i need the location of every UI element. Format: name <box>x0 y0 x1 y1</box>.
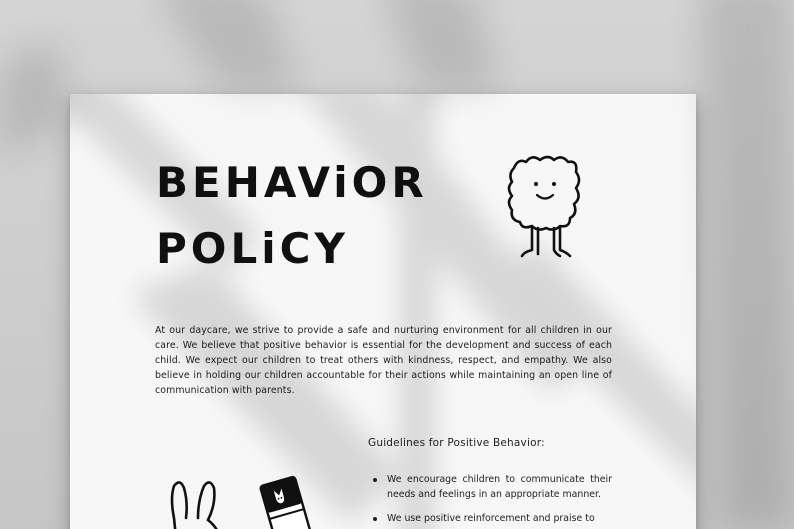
bunny-icon <box>162 478 232 529</box>
page-title <box>156 150 428 282</box>
guidelines-heading: Guidelines for Positive Behavior: <box>368 437 545 449</box>
list-item: We encourage children to communicate their needs and feelings in an appropriate manner. <box>370 472 612 502</box>
intro-paragraph: At our daycare, we strive to provide a safe and nurturing environment for all children in our care. We believe that positive behavior is essential for the development and success of each child. We expect our children to treat others with kindness, respect, and empathy. We also believe in holding our children accountable for their actions while maintaining an open line of communication with parents. <box>155 325 612 396</box>
title-line-2: POLiCY <box>156 224 349 273</box>
eraser-box-icon <box>255 466 315 529</box>
cloud-character-icon <box>504 152 584 264</box>
list-item: We use positive reinforcement and praise to <box>370 511 612 526</box>
guidelines-list <box>370 472 612 529</box>
policy-document-page <box>70 94 696 529</box>
title-line-1: BEHAViOR <box>156 158 428 207</box>
